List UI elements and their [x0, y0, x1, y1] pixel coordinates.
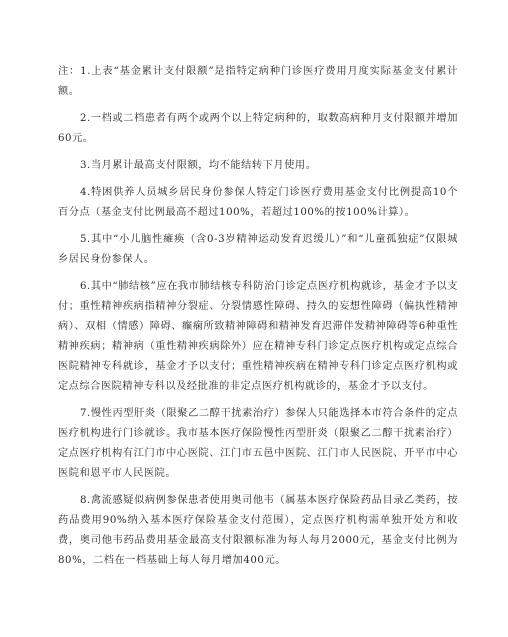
note-6: 6.其中“肺结核”应在我市肺结核专科防治门诊定点医疗机构就诊，基金才予以支付；重性精神疾病指精神分裂症、分裂情感性障碍、持久的妄想性障碍（偏执性精神病）、双相（情感）障碍、癫痫所致精神障碍和精神发育迟滞伴发精神障碍等6种重性精神疾病；精神病（重性精神疾病除外）应在精神专科门诊定点医疗机构或定点综合医院精神专科就诊，基金才予以支付；重性精神疾病在精神专科门诊定点医疗机构或定点综合医院精神专科以及经批准的非定点医疗机构就诊的，基金才予以支付。 — [58, 281, 458, 392]
note-8: 8.禽流感疑似病例参保患者使用奥司他韦（属基本医疗保险药品目录乙类药，按药品费用90%纳入基本医疗保险基金支付范围），定点医疗机构需单独开处方和收费，奥司他韦药品费用基金最高支付限额标准为每人每月2000元，基金支付比例为80%，二档在一档基础上每人每月增加400元。 — [58, 495, 458, 566]
note-3: 3.当月累计最高支付限额，均不能结转下月使用。 — [80, 160, 317, 171]
note-2: 2.一档或二档患者有两个或两个以上特定病种的，取数高病种月支付限额并增加60元。 — [58, 113, 458, 144]
note-4: 4.特困供养人员城乡居民身份参保人特定门诊医疗费用基金支付比例提高10个百分点（基金支付比例最高不超过100%，若超过100%的按100%计算）。 — [58, 187, 458, 218]
note-5: 5.其中“小儿脑性瘫痪（含0-3岁精神运动发育迟缓儿）”和“儿童孤独症”仅限城乡居民身份参保人。 — [58, 234, 458, 265]
notes-section — [58, 62, 458, 571]
note-7: 7.慢性丙型肝炎（限聚乙二醇干扰素治疗）参保人只能选择本市符合条件的定点医疗机构进行门诊就诊。我市基本医疗保险慢性丙型肝炎（限聚乙二醇干扰素治疗）定点医疗机构有江门市中心医院、江门市五邑中医院、江门市人民医院、开平市中心医院和恩平市人民医院。 — [58, 408, 458, 479]
note-1: 注：1.上表“基金累计支付限额”是指特定病种门诊医疗费用月度实际基金支付累计额。 — [58, 66, 458, 97]
